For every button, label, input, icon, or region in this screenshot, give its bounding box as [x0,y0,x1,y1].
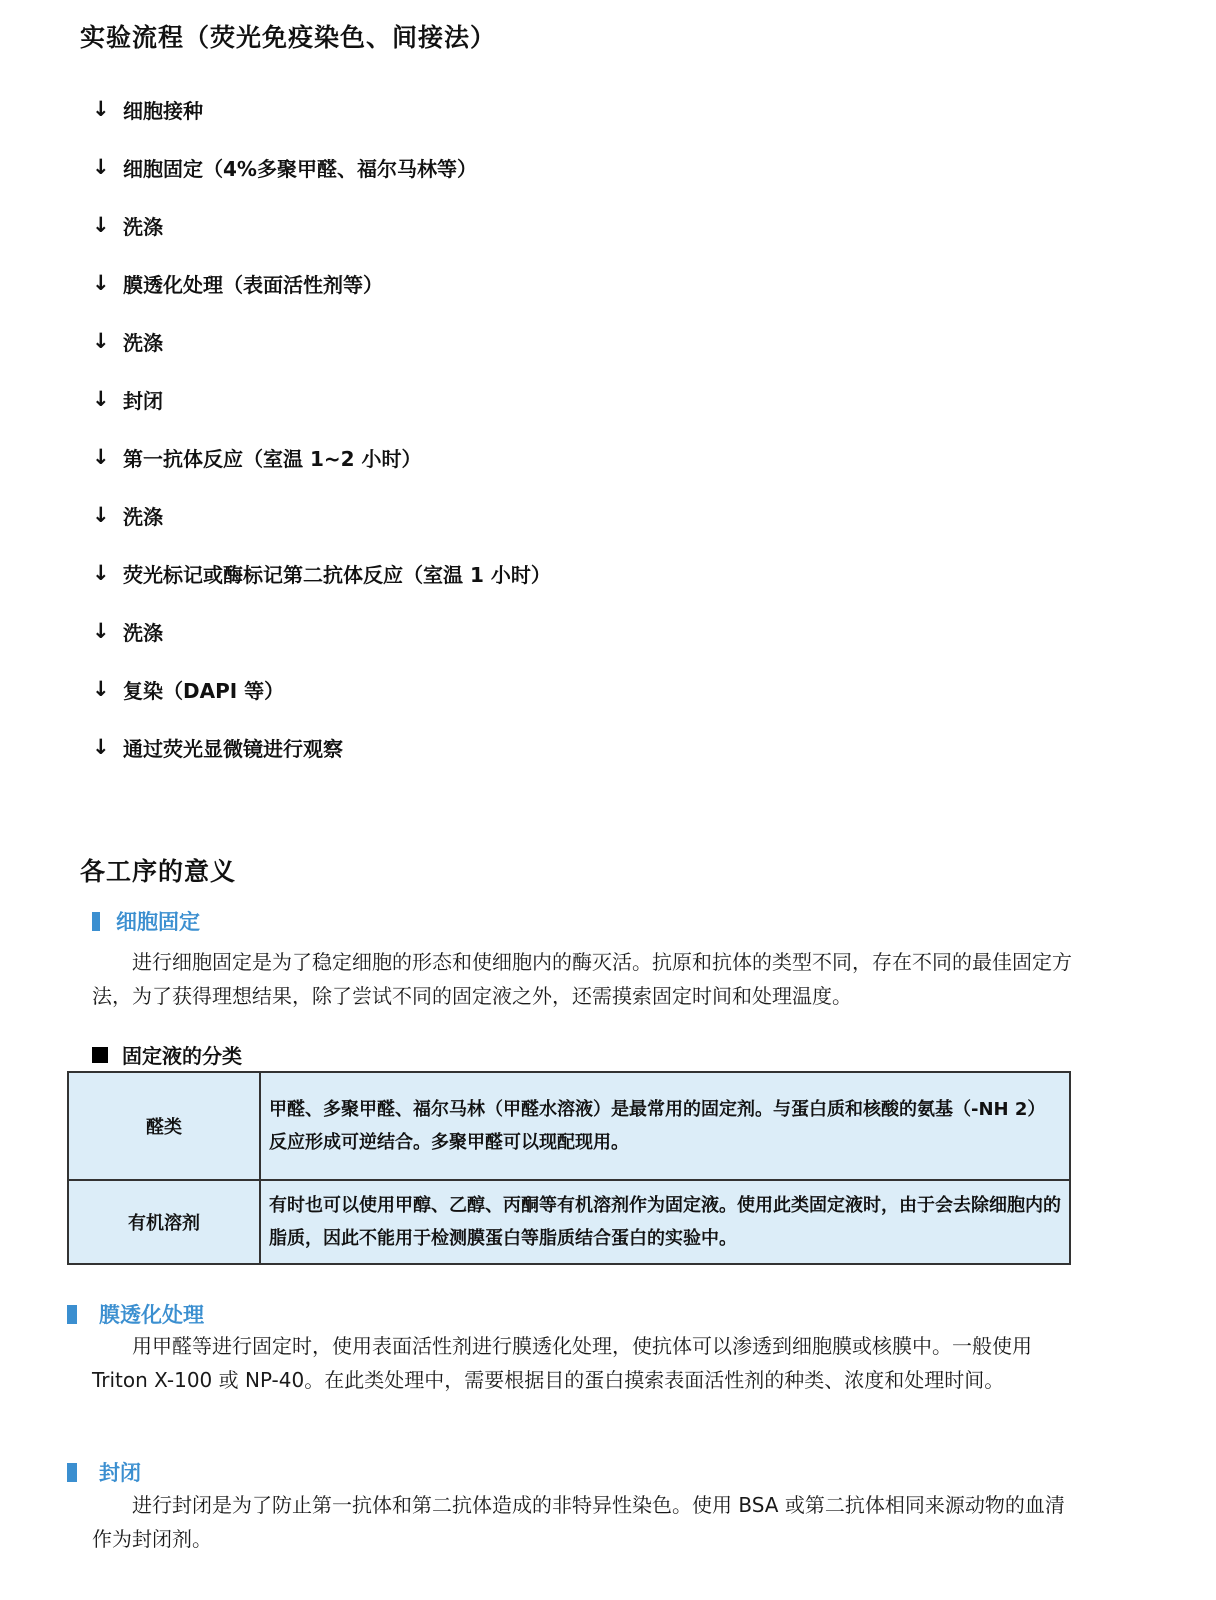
flow-step [92,486,551,544]
flow-step-label: 洗涤 [123,214,163,239]
down-arrow-icon: ↓ [92,155,110,179]
flow-step-label: 通过荧光显微镜进行观察 [123,736,343,761]
fixative-type-cell: 有机溶剂 [68,1180,260,1264]
down-arrow-icon: ↓ [92,387,110,411]
blocking-heading [67,1457,141,1487]
down-arrow-icon: ↓ [92,213,110,237]
square-bullet-icon [92,1047,108,1063]
flow-title: 实验流程（荧光免疫染色、间接法） [80,23,497,52]
heading-bar-icon [92,912,100,931]
flow-step [92,254,551,312]
flow-step-label: 洗涤 [123,504,163,529]
table-row [68,1180,1070,1264]
flow-step [92,660,551,718]
meaning-title: 各工序的意义 [80,857,237,886]
flow-step [92,80,551,138]
flow-step-label: 膜透化处理（表面活性剂等） [123,272,383,297]
flow-step [92,602,551,660]
fixative-table [67,1071,1071,1265]
flow-step [92,370,551,428]
down-arrow-icon: ↓ [92,619,110,643]
down-arrow-icon: ↓ [92,561,110,585]
fixative-type-cell: 醛类 [68,1072,260,1180]
flow-step-label: 第一抗体反应（室温 1~2 小时） [123,446,422,471]
down-arrow-icon: ↓ [92,677,110,701]
flow-step [92,428,551,486]
fixative-desc-cell: 甲醛、多聚甲醛、福尔马林（甲醛水溶液）是最常用的固定剂。与蛋白质和核酸的氨基（-NH 2）反应形成可逆结合。多聚甲醛可以现配现用。 [260,1072,1070,1180]
down-arrow-icon: ↓ [92,503,110,527]
fixation-paragraph: 进行细胞固定是为了稳定细胞的形态和使细胞内的酶灭活。抗原和抗体的类型不同，存在不同的最佳固定方法，为了获得理想结果，除了尝试不同的固定液之外，还需摸索固定时间和处理温度。 [92,950,1072,1008]
down-arrow-icon: ↓ [92,735,110,759]
down-arrow-icon: ↓ [92,271,110,295]
down-arrow-icon: ↓ [92,329,110,353]
flow-step-label: 洗涤 [123,330,163,355]
fixation-heading [92,906,200,936]
down-arrow-icon: ↓ [92,97,110,121]
heading-bar-icon [67,1463,77,1482]
heading-bar-icon [67,1305,77,1324]
flow-step [92,138,551,196]
permeabilization-heading [67,1299,204,1329]
flow-step [92,312,551,370]
blocking-heading-label: 封闭 [99,1461,141,1485]
blocking-paragraph: 进行封闭是为了防止第一抗体和第二抗体造成的非特异性染色。使用 BSA 或第二抗体相同来源动物的血清作为封闭剂。 [92,1493,1065,1551]
fixative-desc-cell: 有时也可以使用甲醇、乙醇、丙酮等有机溶剂作为固定液。使用此类固定液时，由于会去除细胞内的脂质，因此不能用于检测膜蛋白等脂质结合蛋白的实验中。 [260,1180,1070,1264]
flow-step-label: 细胞接种 [123,98,203,123]
flow-step-label: 复染（DAPI 等） [123,678,285,703]
fixative-table-title-label: 固定液的分类 [122,1044,242,1068]
flow-step [92,544,551,602]
flow-step [92,718,551,776]
flow-steps-list [92,80,551,776]
down-arrow-icon: ↓ [92,445,110,469]
flow-step [92,196,551,254]
permeabilization-heading-label: 膜透化处理 [99,1303,204,1327]
permeabilization-paragraph: 用甲醛等进行固定时，使用表面活性剂进行膜透化处理，使抗体可以渗透到细胞膜或核膜中。一般使用 Triton X-100 或 NP-40。在此类处理中，需要根据目的蛋白摸索表面活性剂的种类、浓度和处理时间。 [92,1334,1032,1392]
fixative-table-title [92,1040,242,1069]
fixation-heading-label: 细胞固定 [116,910,200,934]
table-row [68,1072,1070,1180]
flow-step-label: 荧光标记或酶标记第二抗体反应（室温 1 小时） [123,562,551,587]
flow-step-label: 细胞固定（4%多聚甲醛、福尔马林等） [123,156,477,181]
flow-step-label: 封闭 [123,388,163,413]
flow-step-label: 洗涤 [123,620,163,645]
